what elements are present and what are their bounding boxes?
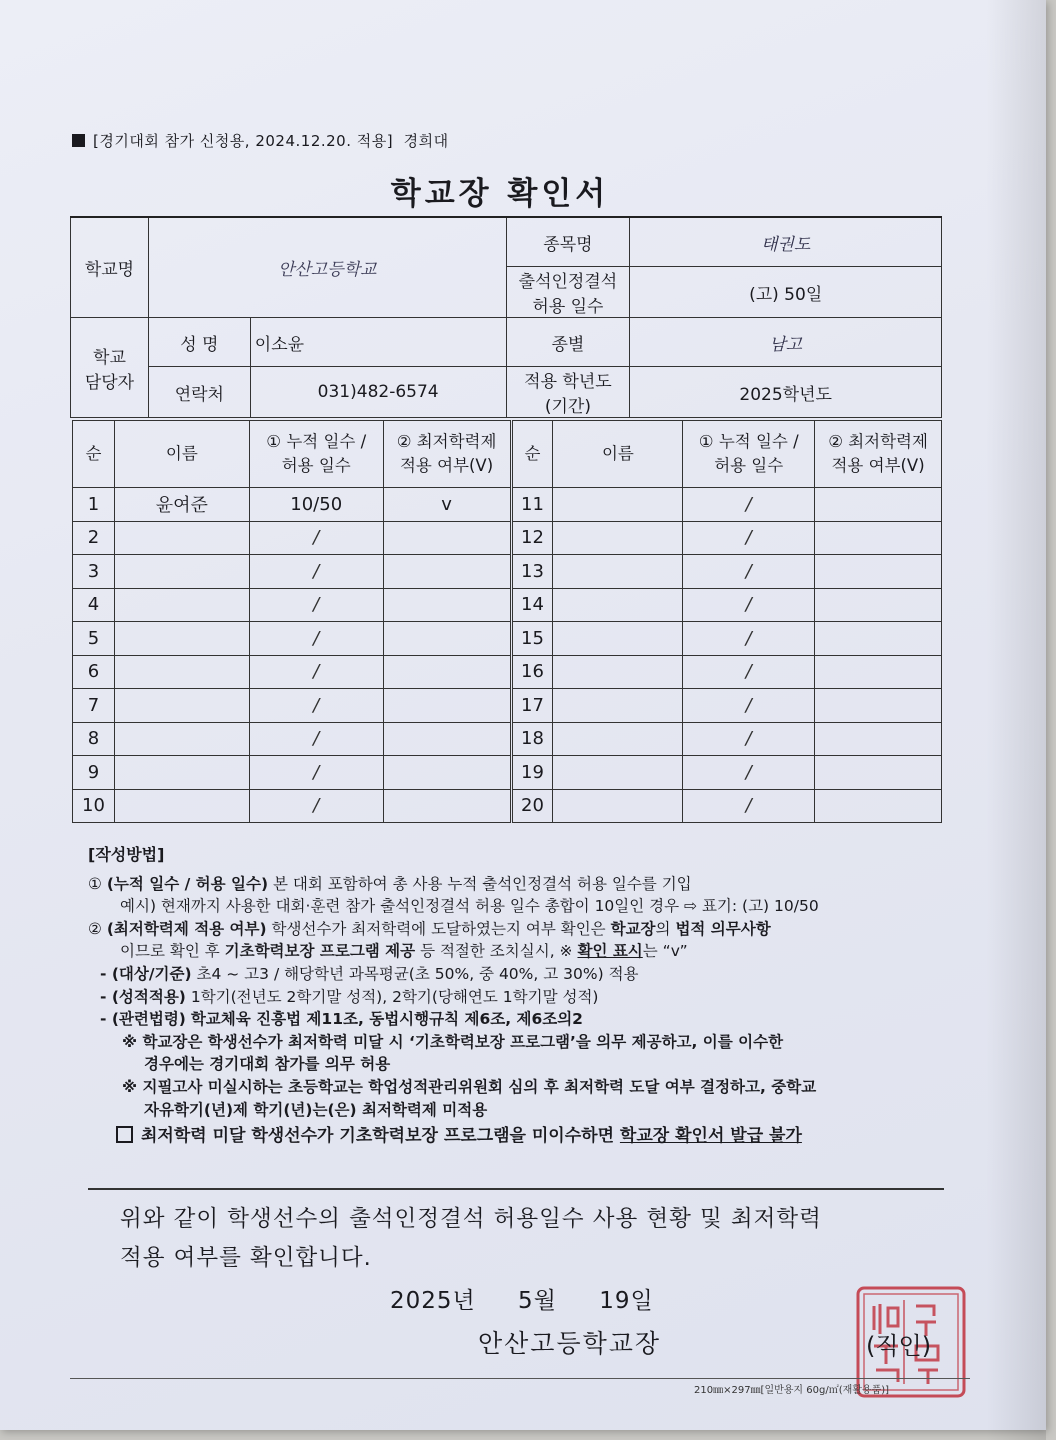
confirm-line1: 위와 같이 학생선수의 출석인정결석 허용일수 사용 현황 및 최저학력 bbox=[120, 1206, 822, 1232]
row-number: 14 bbox=[511, 588, 553, 622]
header-days-line1: ① 누적 일수 / bbox=[266, 432, 367, 452]
header-apply-line2: 적용 여부(V) bbox=[399, 456, 494, 475]
min-academic-applied bbox=[383, 722, 511, 756]
header-apply-line1: ② 최저학력제 bbox=[396, 432, 497, 452]
document-title: 학교장 확인서 bbox=[390, 176, 610, 212]
min-academic-applied bbox=[815, 555, 942, 589]
method-bold: 법적 의무사항 bbox=[675, 919, 771, 938]
method-text: 이므로 확인 후 bbox=[120, 942, 220, 961]
header-apply-right bbox=[815, 421, 942, 488]
row-number: 17 bbox=[511, 689, 553, 723]
cumulative-days: / bbox=[249, 689, 383, 723]
year-value: 2025학년도 bbox=[630, 367, 942, 418]
table-row bbox=[73, 555, 942, 589]
name-label: 성 명 bbox=[148, 318, 250, 367]
confirm-line2: 적용 여부를 확인합니다. bbox=[120, 1245, 372, 1271]
min-academic-applied bbox=[815, 722, 942, 756]
cumulative-days: / bbox=[683, 488, 815, 522]
method-line bbox=[88, 986, 958, 1009]
cumulative-days: / bbox=[683, 622, 815, 656]
header-no-right: 순 bbox=[511, 421, 553, 488]
row-number: 18 bbox=[511, 722, 553, 756]
header-name-left: 이름 bbox=[114, 421, 249, 488]
row-number: 2 bbox=[73, 521, 115, 555]
cumulative-days: / bbox=[249, 655, 383, 689]
table-row bbox=[73, 521, 942, 555]
student-name bbox=[114, 722, 249, 756]
method-text: 의 bbox=[655, 919, 671, 938]
method-text: 등 적절한 조치실시, ※ bbox=[420, 942, 573, 961]
min-academic-applied bbox=[815, 789, 942, 823]
min-academic-applied bbox=[383, 588, 511, 622]
notice-line bbox=[88, 1125, 958, 1148]
contact-label: 연락처 bbox=[148, 367, 250, 418]
name-value: 이소윤 bbox=[250, 318, 506, 367]
method-line bbox=[88, 918, 958, 941]
square-bullet-icon bbox=[72, 134, 85, 147]
type-value: 남고 bbox=[630, 318, 942, 367]
cumulative-days: / bbox=[683, 555, 815, 589]
method-line bbox=[88, 873, 958, 896]
row-number: 5 bbox=[73, 622, 115, 656]
form-header-org: 경희대 bbox=[403, 132, 449, 150]
table-row bbox=[73, 756, 942, 790]
student-table bbox=[72, 420, 942, 823]
method-bold: - (성적적용) bbox=[100, 987, 186, 1006]
header-apply-line1: ② 최저학력제 bbox=[828, 432, 928, 452]
notice-underlined: 학교장 확인서 발급 불가 bbox=[619, 1126, 802, 1147]
student-name bbox=[114, 756, 249, 790]
table-row bbox=[73, 655, 942, 689]
min-academic-applied bbox=[383, 655, 511, 689]
form-header bbox=[72, 130, 449, 151]
row-number: 8 bbox=[73, 722, 115, 756]
min-academic-applied bbox=[383, 622, 511, 656]
row-number: 9 bbox=[73, 756, 115, 790]
method-text: 본 대회 포함하여 총 사용 누적 출석인정결석 허용 일수를 기입 bbox=[272, 874, 692, 893]
writing-method bbox=[88, 844, 958, 1148]
min-academic-applied bbox=[815, 488, 942, 522]
table-row bbox=[73, 588, 942, 622]
method-bold: - (관련법령) bbox=[100, 1010, 186, 1029]
row-number: 20 bbox=[511, 789, 553, 823]
student-name bbox=[553, 555, 683, 589]
header-days-right bbox=[683, 421, 815, 488]
student-name bbox=[553, 521, 683, 555]
school-label: 학교명 bbox=[71, 217, 149, 318]
staff-label bbox=[71, 318, 149, 418]
student-name bbox=[114, 655, 249, 689]
row-number: 15 bbox=[511, 622, 553, 656]
min-academic-applied bbox=[815, 756, 942, 790]
row-number: 13 bbox=[511, 555, 553, 589]
row-number: 16 bbox=[511, 655, 553, 689]
method-text: 초4 ~ 고3 / 해당학년 과목평균(초 50%, 중 40%, 고 30%) 적용 bbox=[196, 964, 639, 983]
table-row bbox=[73, 722, 942, 756]
cumulative-days: / bbox=[683, 722, 815, 756]
allow-days-label bbox=[506, 267, 630, 318]
section-divider bbox=[88, 1188, 944, 1190]
min-academic-applied bbox=[383, 555, 511, 589]
notice-box-icon bbox=[116, 1126, 133, 1143]
student-name bbox=[114, 555, 249, 589]
student-name bbox=[114, 622, 249, 656]
row-number: 12 bbox=[511, 521, 553, 555]
confirmation-statement bbox=[120, 1200, 940, 1278]
header-apply-left bbox=[383, 421, 511, 488]
student-name: 윤여준 bbox=[114, 488, 249, 522]
form-header-prefix: [경기대회 참가 신청용, 2024.12.20. 적용] bbox=[93, 132, 394, 150]
cumulative-days: / bbox=[683, 756, 815, 790]
allow-days-label-line2: 허용 일수 bbox=[532, 297, 604, 317]
student-name bbox=[114, 689, 249, 723]
header-days-line2: 허용 일수 bbox=[281, 456, 351, 475]
table-row bbox=[73, 622, 942, 656]
issue-date: 2025년 5월 19일 bbox=[390, 1288, 654, 1314]
header-apply-line2: 적용 여부(V) bbox=[831, 456, 925, 475]
staff-label-line2: 담당자 bbox=[84, 372, 135, 393]
method-bold: 확인 표시 bbox=[577, 942, 643, 961]
method-text: 학생선수가 최저학력에 도달하였는지 여부 확인은 bbox=[271, 919, 606, 938]
cumulative-days: / bbox=[683, 689, 815, 723]
method-line: 자유학기(년)제 학기(년)는(은) 최저학력제 미적용 bbox=[144, 1100, 488, 1119]
method-line: 예시) 현재까지 사용한 대회·훈련 참가 출석인정결석 허용 일수 총합이 10일인 경우 ⇨ 표기: (고) 10/50 bbox=[120, 897, 819, 916]
event-label: 종목명 bbox=[506, 217, 630, 267]
student-name bbox=[114, 789, 249, 823]
student-name bbox=[553, 756, 683, 790]
header-no-left: 순 bbox=[73, 421, 115, 488]
method-bold: (최저학력제 적용 여부) bbox=[106, 919, 267, 938]
header-name-right: 이름 bbox=[553, 421, 683, 488]
allow-days-label-line1: 출석인정결석 bbox=[518, 272, 618, 292]
paper-spec-footnote: 210㎜×297㎜[일반용지 60g/㎡(재활용품)] bbox=[694, 1385, 890, 1396]
staff-label-line1: 학교 bbox=[93, 347, 126, 368]
method-bold: 학교장 bbox=[610, 919, 656, 938]
cumulative-days: / bbox=[249, 722, 383, 756]
student-name bbox=[553, 722, 683, 756]
year-label-line1: 적용 학년도 bbox=[524, 372, 612, 392]
cumulative-days: / bbox=[683, 521, 815, 555]
info-table bbox=[70, 216, 942, 418]
contact-value: 031)482-6574 bbox=[250, 367, 506, 418]
cumulative-days: / bbox=[683, 588, 815, 622]
cumulative-days: / bbox=[249, 521, 383, 555]
student-name bbox=[553, 689, 683, 723]
row-number: 11 bbox=[511, 488, 553, 522]
row-number: 3 bbox=[73, 555, 115, 589]
bottom-divider bbox=[70, 1378, 970, 1379]
cumulative-days: / bbox=[249, 588, 383, 622]
school-name: 안산고등학교 bbox=[148, 217, 506, 318]
method-line: ※ 학교장은 학생선수가 최저학력 미달 시 ‘기초학력보장 프로그램’을 의무 제공하고, 이를 이수한 bbox=[122, 1032, 784, 1051]
circle-num-2: ② bbox=[88, 919, 102, 938]
circle-num-1: ① bbox=[88, 874, 102, 893]
cumulative-days: / bbox=[683, 655, 815, 689]
method-text: 는 “v” bbox=[642, 942, 688, 961]
min-academic-applied bbox=[815, 655, 942, 689]
student-name bbox=[553, 588, 683, 622]
row-number: 7 bbox=[73, 689, 115, 723]
method-line bbox=[88, 963, 958, 986]
row-number: 1 bbox=[73, 488, 115, 522]
header-days-line2: 허용 일수 bbox=[714, 456, 784, 475]
min-academic-applied bbox=[815, 622, 942, 656]
min-academic-applied bbox=[383, 521, 511, 555]
row-number: 10 bbox=[73, 789, 115, 823]
student-name bbox=[114, 521, 249, 555]
min-academic-applied bbox=[815, 689, 942, 723]
year-label bbox=[506, 367, 630, 418]
cumulative-days: / bbox=[249, 789, 383, 823]
min-academic-applied bbox=[815, 521, 942, 555]
row-number: 4 bbox=[73, 588, 115, 622]
method-title: [작성방법] bbox=[88, 845, 165, 864]
method-text: 1학기(전년도 2학기말 성적), 2학기(당해연도 1학기말 성적) bbox=[190, 987, 599, 1006]
student-name bbox=[553, 655, 683, 689]
min-academic-applied bbox=[383, 789, 511, 823]
table-row bbox=[73, 689, 942, 723]
method-bold: - (대상/기준) bbox=[100, 964, 192, 983]
header-days-line1: ① 누적 일수 / bbox=[698, 432, 799, 452]
principal-name: 안산고등학교장 bbox=[478, 1329, 662, 1358]
method-bold: 기초학력보장 프로그램 제공 bbox=[224, 942, 416, 961]
table-row bbox=[73, 488, 942, 522]
type-label: 종별 bbox=[506, 318, 630, 367]
method-line: 경우에는 경기대회 참가를 의무 허용 bbox=[144, 1055, 391, 1074]
header-days-left bbox=[249, 421, 383, 488]
min-academic-applied bbox=[815, 588, 942, 622]
event-value: 태권도 bbox=[630, 217, 942, 267]
seal-label: (직인) bbox=[866, 1332, 932, 1360]
cumulative-days: / bbox=[249, 622, 383, 656]
min-academic-applied bbox=[383, 756, 511, 790]
min-academic-applied bbox=[383, 689, 511, 723]
table-row bbox=[73, 789, 942, 823]
student-name bbox=[553, 789, 683, 823]
method-text: 학교체육 진흥법 제11조, 동법시행규칙 제6조, 제6조의2 bbox=[190, 1010, 583, 1029]
cumulative-days: 10/50 bbox=[249, 488, 383, 522]
student-name bbox=[553, 488, 683, 522]
student-name bbox=[553, 622, 683, 656]
notice-text: 최저학력 미달 학생선수가 기초학력보장 프로그램을 미이수하면 bbox=[141, 1126, 614, 1147]
method-line bbox=[88, 940, 958, 963]
cumulative-days: / bbox=[683, 789, 815, 823]
cumulative-days: / bbox=[249, 756, 383, 790]
cumulative-days: / bbox=[249, 555, 383, 589]
row-number: 6 bbox=[73, 655, 115, 689]
year-label-line2: (기간) bbox=[544, 397, 591, 417]
row-number: 19 bbox=[511, 756, 553, 790]
paper-edge-shadow bbox=[986, 0, 1046, 1440]
method-bold: (누적 일수 / 허용 일수) bbox=[106, 874, 269, 893]
allow-days-value: (고) 50일 bbox=[630, 267, 942, 318]
min-academic-applied: v bbox=[383, 488, 511, 522]
method-line bbox=[88, 1008, 958, 1031]
method-line: ※ 지필고사 미실시하는 초등학교는 학업성적관리위원회 심의 후 최저학력 도달 여부 결정하고, 중학교 bbox=[122, 1077, 817, 1096]
student-name bbox=[114, 588, 249, 622]
